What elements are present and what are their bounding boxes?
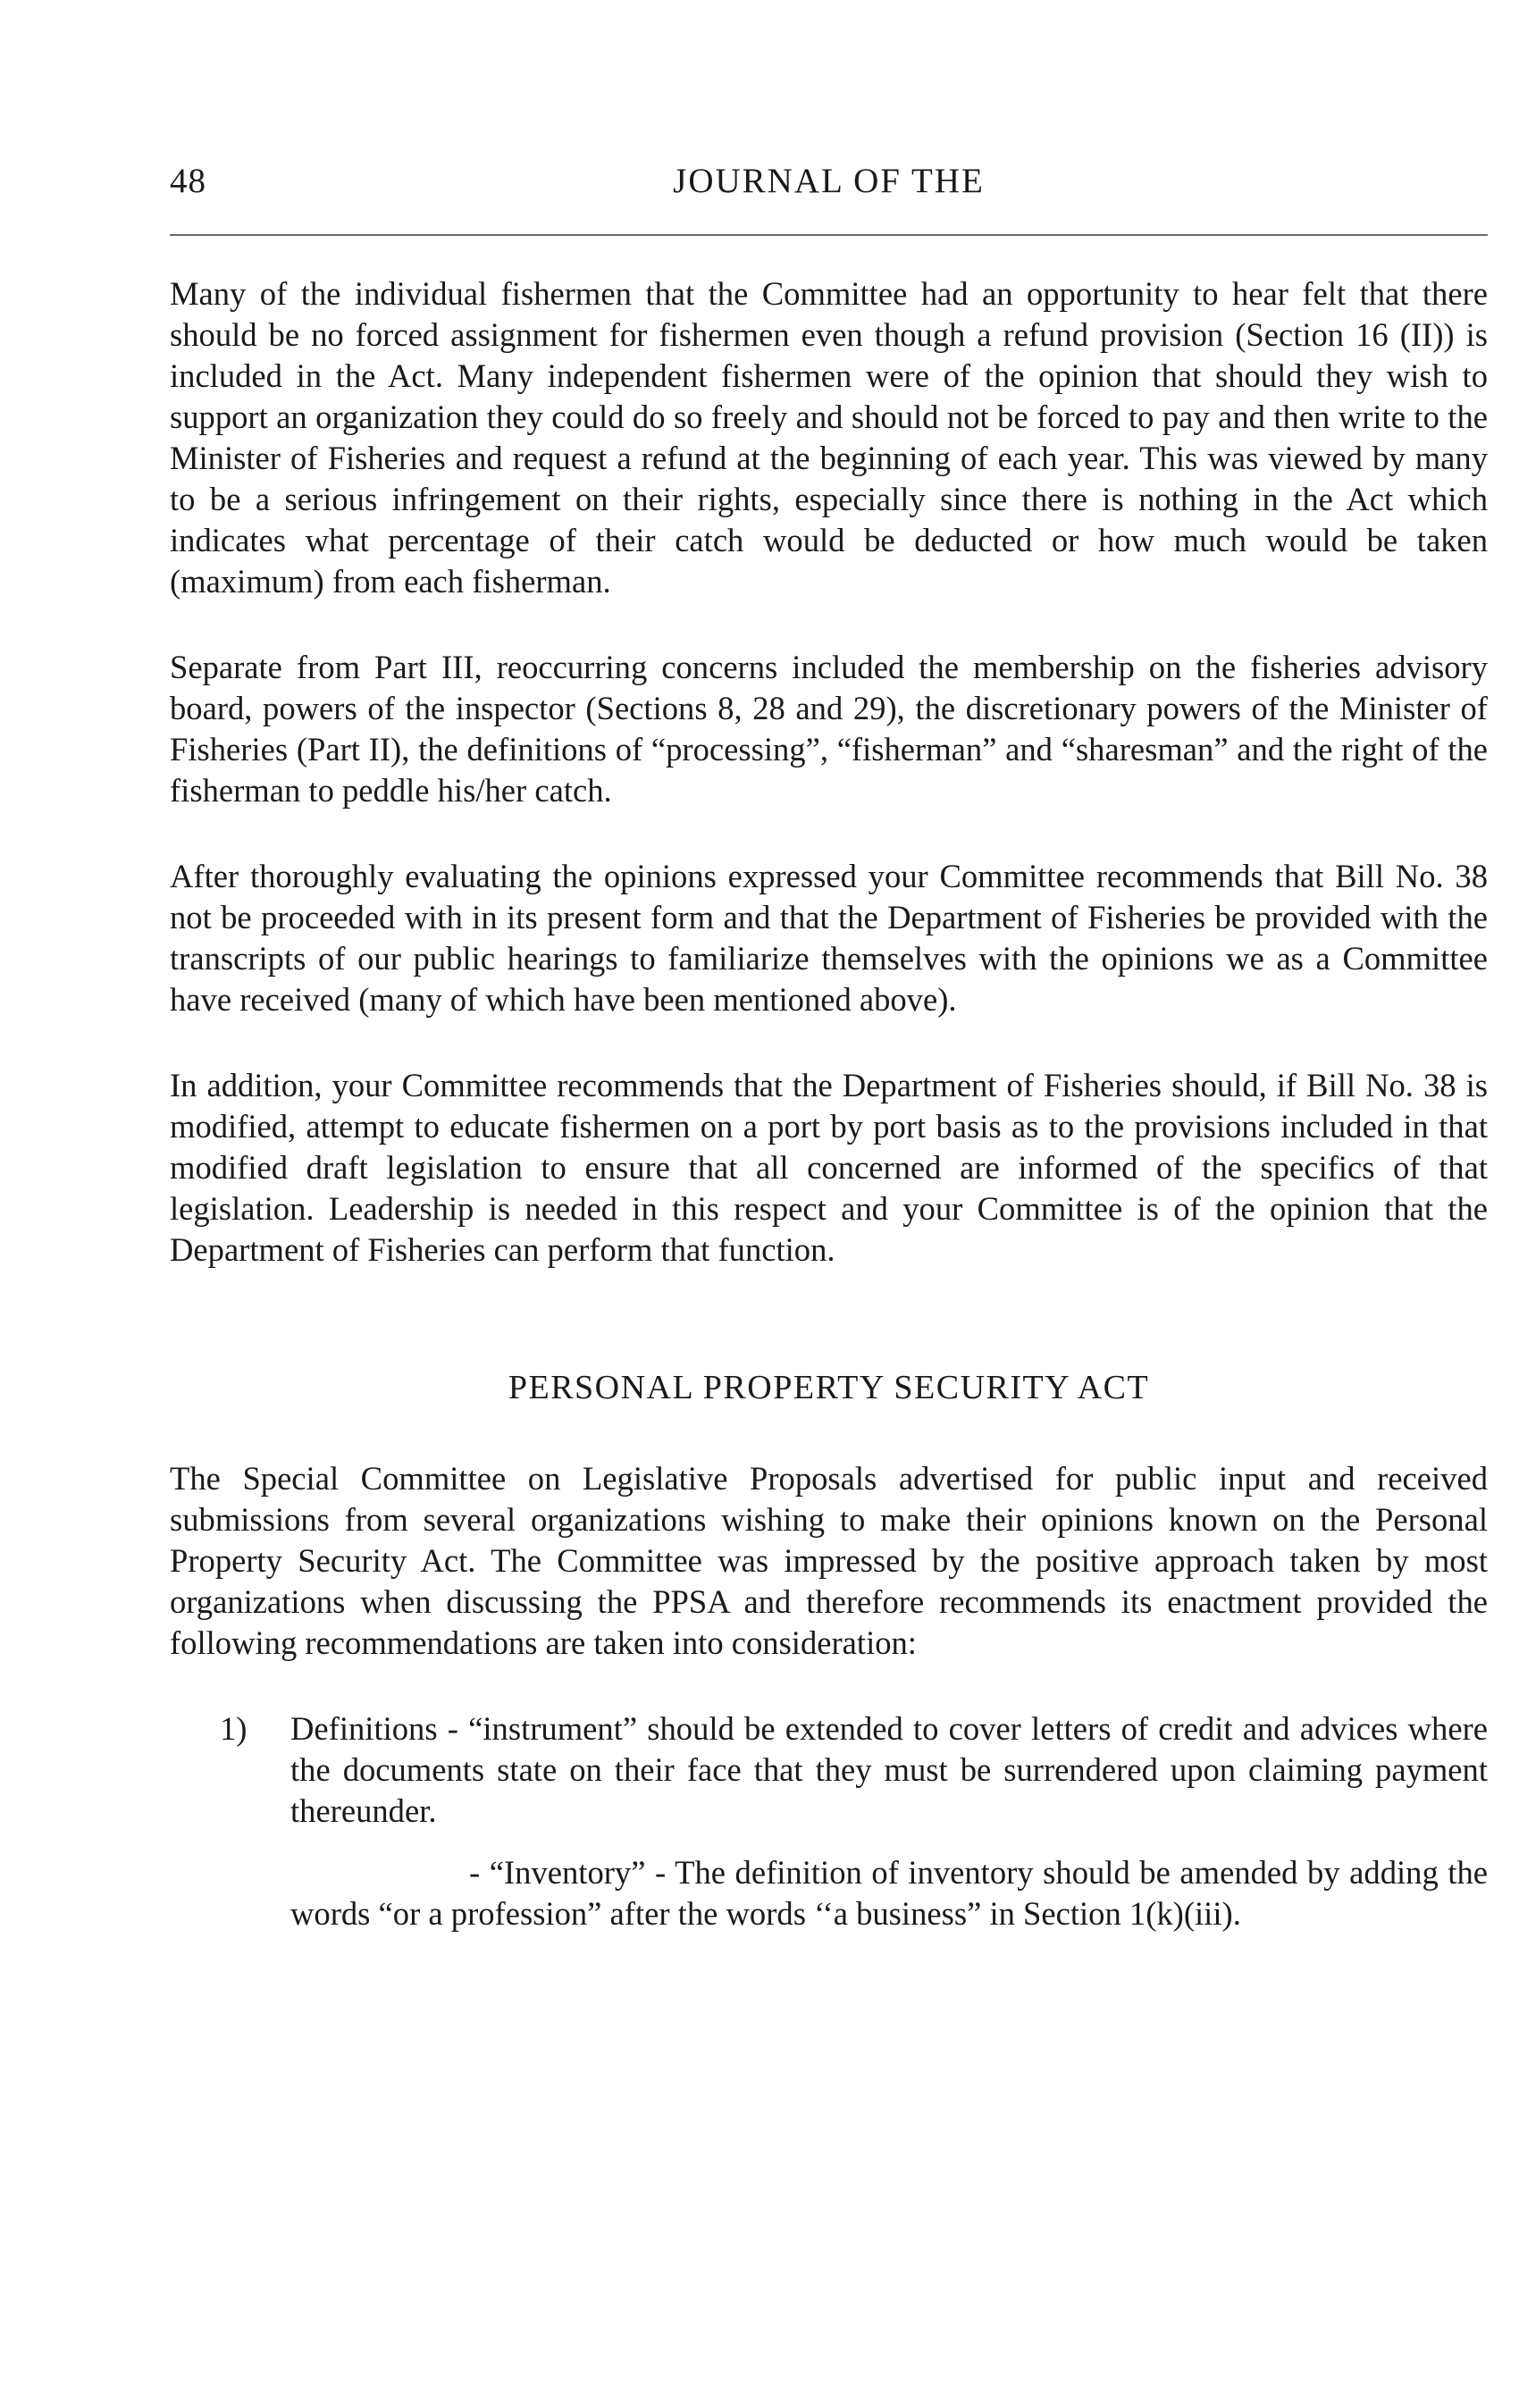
list-item: [170, 1708, 1488, 1934]
running-head: JOURNAL OF THE: [673, 162, 985, 200]
list-item-text: Definitions - “instrument” should be extended to cover letters of credit and advices where the documents state on their face that they must be surrendered upon claiming payment thereunder.: [290, 1710, 1488, 1829]
list-item-subtext: - “Inventory” - The definition of inventory should be amended by adding the words “or a profession” after the words ‘‘a business” in Section 1(k)(iii).: [290, 1854, 1488, 1932]
paragraph: Separate from Part III, reoccurring concerns included the membership on the fisheries advisory board, powers of the inspector (Sections 8, 28 and 29), the discretionary powers of the Minister of Fisheries (Part II), the definitions of “processing”, “fisherman” and “sharesman” and the right of the fisherman to peddle his/her catch.: [170, 649, 1488, 809]
body-text: [170, 273, 1488, 1955]
section-intro: The Special Committee on Legislative Proposals advertised for public input and received submissions from several organizations wishing to make their opinions known on the Personal Property Security Act. The Committee was impressed by the positive approach taken by most organizations when discussing the PPSA and therefore recommends its enactment provided the following recommendations are taken into consideration:: [170, 1460, 1488, 1661]
page-number: 48: [170, 162, 206, 200]
paragraph: Many of the individual fishermen that the Committee had an opportunity to hear felt that there should be no forced assignment for fishermen even though a refund provision (Section 16 (II)) is included in the Act. Many independent fishermen were of the opinion that should they wish to support an organization they could do so freely and should not be forced to pay and then write to the Minister of Fisheries and request a refund at the beginning of each year. This was viewed by many to be a serious infringement on their rights, especially since there is nothing in the Act which indicates what percentage of their catch would be deducted or how much would be taken (maximum) from each fisherman.: [170, 275, 1488, 600]
header-rule: [170, 234, 1488, 236]
page-header: [170, 161, 1488, 214]
recommendation-list: [170, 1708, 1488, 1934]
paragraph: After thoroughly evaluating the opinions expressed your Committee recommends that Bill No. 38 not be proceeded with in its present form and that the Department of Fisheries be provided with the transcripts of our public hearings to familiarize themselves with the opinions we as a Committee have received (many of which have been mentioned above).: [170, 858, 1488, 1018]
section-title: PERSONAL PROPERTY SECURITY ACT: [508, 1369, 1150, 1406]
list-marker: 1): [220, 1710, 248, 1747]
paragraph: In addition, your Committee recommends that the Department of Fisheries should, if Bill No. 38 is modified, attempt to educate fishermen on a port by port basis as to the provisions included in that modified draft legislation to ensure that all concerned are informed of the specifics of that legislation. Leadership is needed in this respect and your Committee is of the opinion that the Department of Fisheries can perform that function.: [170, 1067, 1488, 1268]
